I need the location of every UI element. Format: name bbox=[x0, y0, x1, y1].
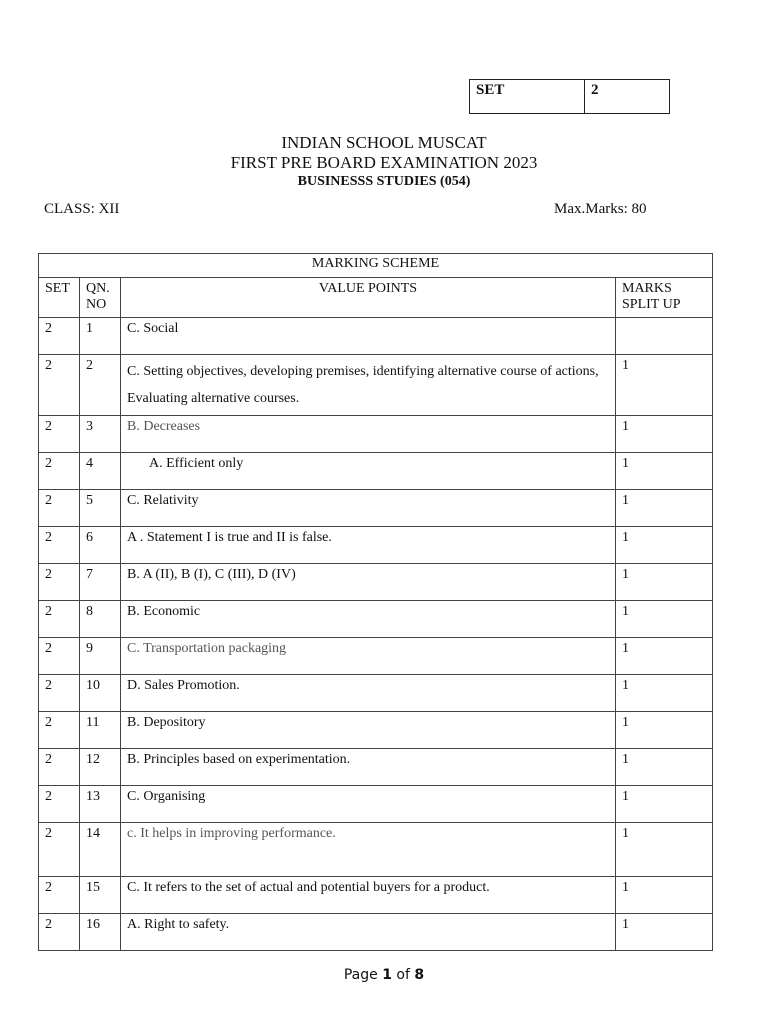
row-set: 2 bbox=[39, 749, 80, 786]
row-qn: 11 bbox=[80, 712, 121, 749]
table-row bbox=[39, 416, 713, 453]
row-answer: A. Right to safety. bbox=[121, 914, 616, 951]
row-set: 2 bbox=[39, 355, 80, 416]
row-qn: 12 bbox=[80, 749, 121, 786]
row-set: 2 bbox=[39, 601, 80, 638]
row-set: 2 bbox=[39, 877, 80, 914]
subject-title: BUSINESSS STUDIES (054) bbox=[297, 174, 471, 189]
table-row bbox=[39, 527, 713, 564]
table-row bbox=[39, 355, 713, 416]
row-set: 2 bbox=[39, 712, 80, 749]
page-word: Page bbox=[343, 967, 378, 983]
exam-title: FIRST PRE BOARD EXAMINATION 2023 bbox=[230, 153, 538, 172]
row-answer: A. Efficient only bbox=[121, 453, 616, 490]
table-row bbox=[39, 564, 713, 601]
table-row bbox=[39, 453, 713, 490]
row-set: 2 bbox=[39, 914, 80, 951]
table-row bbox=[39, 877, 713, 914]
row-qn: 9 bbox=[80, 638, 121, 675]
row-qn: 10 bbox=[80, 675, 121, 712]
table-row bbox=[39, 749, 713, 786]
row-qn: 2 bbox=[80, 355, 121, 416]
col-header-marks: MARKS SPLIT UP bbox=[616, 278, 713, 318]
col-header-qn: QN. NO bbox=[80, 278, 121, 318]
row-answer: C. Organising bbox=[121, 786, 616, 823]
row-answer: C. Transportation packaging bbox=[121, 638, 616, 675]
table-row bbox=[39, 638, 713, 675]
row-set: 2 bbox=[39, 638, 80, 675]
page-total: 8 bbox=[414, 967, 425, 983]
school-name: INDIAN SCHOOL MUSCAT bbox=[281, 133, 487, 152]
table-row bbox=[39, 490, 713, 527]
row-answer: B. Principles based on experimentation. bbox=[121, 749, 616, 786]
table-row bbox=[39, 823, 713, 877]
table-row bbox=[39, 318, 713, 355]
row-qn: 16 bbox=[80, 914, 121, 951]
row-marks: 1 bbox=[616, 564, 713, 601]
row-marks: 1 bbox=[616, 823, 713, 877]
page-footer bbox=[0, 967, 768, 983]
row-qn: 3 bbox=[80, 416, 121, 453]
row-answer: B. Economic bbox=[121, 601, 616, 638]
row-set: 2 bbox=[39, 527, 80, 564]
row-set: 2 bbox=[39, 453, 80, 490]
row-answer: C. Social bbox=[121, 318, 616, 355]
table-row bbox=[39, 601, 713, 638]
row-marks: 1 bbox=[616, 675, 713, 712]
row-qn: 6 bbox=[80, 527, 121, 564]
row-marks: 1 bbox=[616, 490, 713, 527]
table-row bbox=[39, 914, 713, 951]
row-answer: C. It refers to the set of actual and potential buyers for a product. bbox=[121, 877, 616, 914]
row-set: 2 bbox=[39, 823, 80, 877]
row-answer: B. Decreases bbox=[121, 416, 616, 453]
row-set: 2 bbox=[39, 564, 80, 601]
row-qn: 5 bbox=[80, 490, 121, 527]
row-marks bbox=[616, 318, 713, 355]
row-answer: D. Sales Promotion. bbox=[121, 675, 616, 712]
max-marks: Max.Marks: 80 bbox=[554, 201, 647, 217]
row-marks: 1 bbox=[616, 601, 713, 638]
row-marks: 1 bbox=[616, 527, 713, 564]
row-marks: 1 bbox=[616, 877, 713, 914]
row-marks: 1 bbox=[616, 749, 713, 786]
row-marks: 1 bbox=[616, 786, 713, 823]
row-marks: 1 bbox=[616, 914, 713, 951]
row-set: 2 bbox=[39, 786, 80, 823]
row-answer: B. A (II), B (I), C (III), D (IV) bbox=[121, 564, 616, 601]
row-answer: c. It helps in improving performance. bbox=[121, 823, 616, 877]
row-answer: C. Relativity bbox=[121, 490, 616, 527]
row-set: 2 bbox=[39, 490, 80, 527]
col-header-value-points: VALUE POINTS bbox=[121, 278, 616, 318]
row-marks: 1 bbox=[616, 712, 713, 749]
row-marks: 1 bbox=[616, 416, 713, 453]
set-value: 2 bbox=[591, 82, 599, 98]
row-set: 2 bbox=[39, 416, 80, 453]
table-row bbox=[39, 712, 713, 749]
row-set: 2 bbox=[39, 318, 80, 355]
row-answer: B. Depository bbox=[121, 712, 616, 749]
row-qn: 4 bbox=[80, 453, 121, 490]
row-marks: 1 bbox=[616, 638, 713, 675]
row-answer: C. Setting objectives, developing premises, identifying alternative course of actions, Evaluating alternative courses. bbox=[121, 355, 616, 416]
marking-scheme-table bbox=[38, 253, 713, 951]
row-qn: 13 bbox=[80, 786, 121, 823]
row-set: 2 bbox=[39, 675, 80, 712]
row-marks: 1 bbox=[616, 453, 713, 490]
col-header-set: SET bbox=[39, 278, 80, 318]
class-label: CLASS: XII bbox=[44, 201, 120, 217]
page-number: 1 bbox=[382, 967, 392, 983]
set-box bbox=[469, 79, 670, 114]
table-row bbox=[39, 786, 713, 823]
row-answer: A . Statement I is true and II is false. bbox=[121, 527, 616, 564]
table-row bbox=[39, 675, 713, 712]
row-qn: 14 bbox=[80, 823, 121, 877]
set-label: SET bbox=[470, 80, 585, 113]
of-word: of bbox=[396, 967, 410, 983]
table-title: MARKING SCHEME bbox=[39, 254, 713, 278]
row-qn: 1 bbox=[80, 318, 121, 355]
row-qn: 7 bbox=[80, 564, 121, 601]
row-qn: 8 bbox=[80, 601, 121, 638]
row-marks: 1 bbox=[616, 355, 713, 416]
row-qn: 15 bbox=[80, 877, 121, 914]
